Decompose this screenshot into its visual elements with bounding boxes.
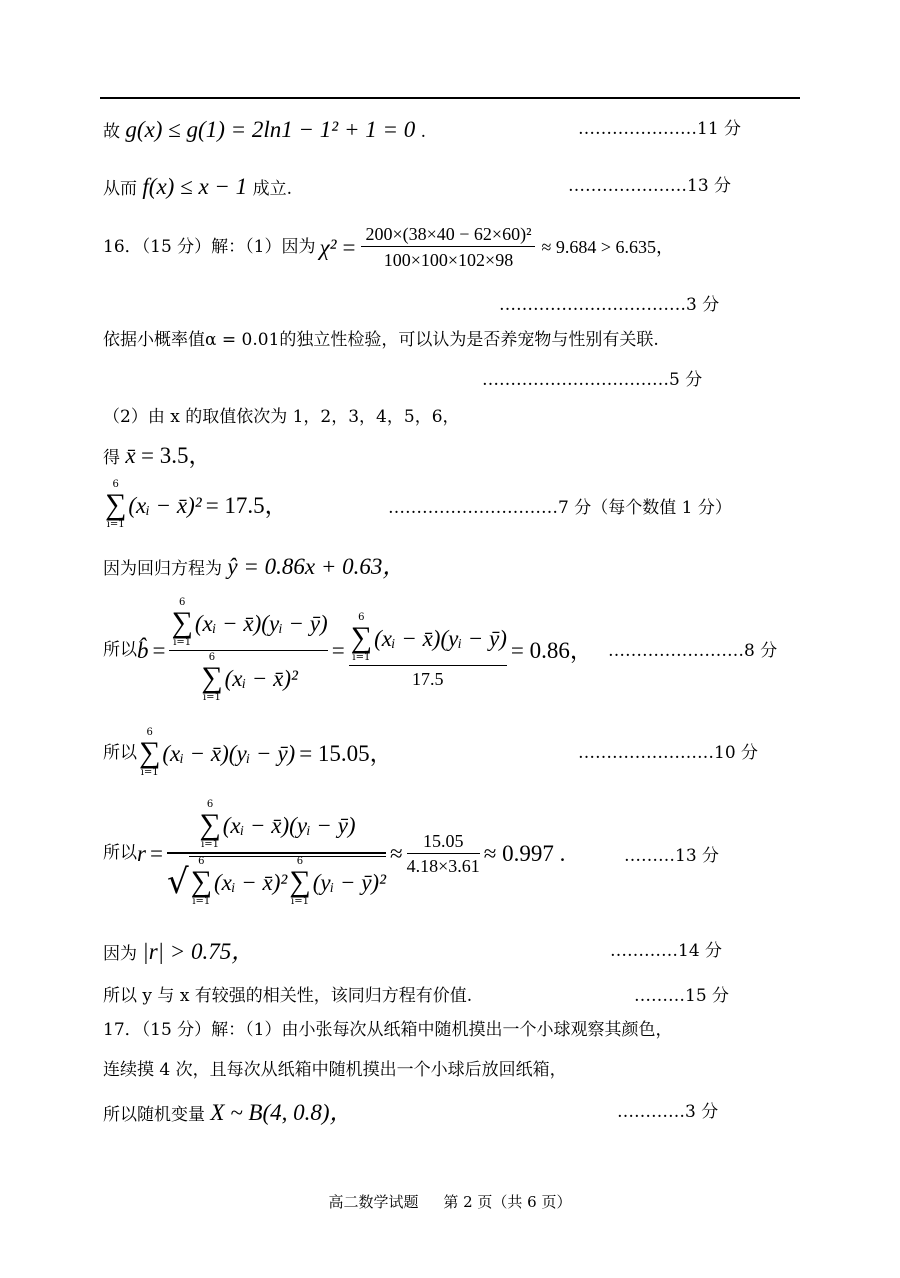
bhat-symbol: b̂ (137, 638, 149, 663)
sigma-symbol: ∑ (350, 621, 373, 654)
sum-upper: 6 (208, 652, 216, 663)
bhat-fraction-1 (169, 598, 327, 703)
sigma-symbol: ∑ (190, 865, 212, 898)
sigma-symbol: ∑ (139, 736, 161, 769)
line-part2: （2）由 x 的取值依次为 1，2，3，4，5，6， (103, 407, 460, 427)
chi-denominator: 100×100×102×98 (383, 250, 514, 270)
x-term: (xᵢ − x̄) (374, 625, 441, 651)
binomial-expression: X ~ B(4, 0.8)， (210, 1100, 353, 1125)
question-16-heading: 16．（15 分）解：（1）因为 (103, 236, 316, 257)
score-15: ………15 分 (634, 986, 730, 1006)
sum-lower: i=1 (173, 637, 192, 648)
sum-upper: 6 (198, 856, 205, 867)
summation (191, 857, 212, 907)
equals-sign: = (331, 638, 345, 663)
r-symbol: r (137, 841, 146, 866)
summation (289, 857, 310, 907)
sum-lower: i=1 (202, 692, 221, 703)
bhat-num2 (349, 613, 507, 665)
math-expression: g(x) ≤ g(1) = 2ln1 − 1² + 1 = 0 (125, 117, 416, 142)
bhat-num1 (169, 598, 327, 650)
bhat-den2: 17.5 (412, 669, 444, 689)
line-q17-2: 连续摸 4 次，且每次从纸箱中随机摸出一个小球后放回纸箱， (103, 1060, 567, 1080)
bhat-value: = 0.86， (510, 638, 593, 663)
score-3: ……………………………3 分 (499, 295, 720, 315)
header-rule (100, 97, 800, 99)
sqrt-symbol: √ (166, 861, 189, 902)
bhat-den1 (199, 651, 298, 703)
score-10: ……………………10 分 (578, 743, 759, 763)
score-13a: …………………13 分 (568, 176, 732, 196)
summation (171, 598, 192, 648)
score-5: ……………………………5 分 (482, 370, 703, 390)
footer-page-number: 第 2 页（共 6 页） (443, 1193, 572, 1211)
x-term: (xᵢ − x̄) (194, 610, 262, 636)
score-7: …………………………7 分（每个数值 1 分） (388, 498, 732, 518)
sigma-symbol: ∑ (289, 865, 311, 898)
sum-lower: i=1 (291, 896, 309, 907)
line-xbar (103, 444, 212, 467)
chi-numerator: 200×(38×40 − 62×60)² (365, 224, 532, 244)
sigma-symbol: ∑ (201, 661, 223, 694)
score-13b: ………13 分 (624, 846, 720, 866)
r-num2: 15.05 (422, 831, 464, 851)
r-den1 (167, 854, 386, 907)
line-q17-3 (103, 1101, 353, 1124)
x-sq-term: (xᵢ − x̄)² (224, 665, 298, 691)
line-bhat (103, 598, 593, 703)
text-end: . (420, 122, 427, 142)
radicand (189, 856, 386, 907)
text-prefix: 所以 (103, 640, 137, 660)
score-11: …………………11 分 (578, 119, 742, 139)
sum-upper: 6 (112, 479, 119, 490)
sigma-symbol: ∑ (105, 488, 127, 521)
r-den2: 4.18×3.61 (406, 856, 480, 876)
line-r: 所以 r = 6 ∑ i=1 (xᵢ − x̄) (yᵢ − ȳ) √ 6 ∑ i=1 (xᵢ − x̄)² 6 ∑ i=1 (yᵢ − ȳ)² ≈ $\frac{15.05}{4.18\times 3.61}$ ≈ 0.997 . (103, 799, 566, 907)
equals-sign: = (149, 841, 163, 866)
summation (201, 653, 222, 703)
text-prefix: 故 (103, 122, 120, 142)
summation (351, 613, 372, 663)
xbar-value: = 3.5， (141, 443, 212, 468)
math-expression: f(x) ≤ x − 1 (142, 174, 248, 199)
xbar-symbol: x̄ (125, 443, 136, 468)
line-sxy (103, 728, 393, 778)
y-term: (yᵢ − ȳ) (440, 625, 507, 651)
line-g-inequality (103, 118, 426, 141)
r-fraction-1 (167, 800, 386, 907)
abs-r-value: |r| > 0.75， (142, 939, 255, 964)
line-sum-squares (103, 480, 288, 530)
sum-upper: 6 (296, 856, 304, 867)
x-term: (xᵢ − x̄) (162, 740, 229, 766)
y-term: (yᵢ − ȳ) (228, 740, 296, 766)
sum-value: = 17.5， (205, 492, 288, 518)
sum-upper: 6 (358, 612, 365, 623)
y-sq-term: (yᵢ − ȳ)² (312, 869, 386, 895)
y-term: (yᵢ − ȳ) (289, 812, 356, 838)
y-term: (yᵢ − ȳ) (261, 610, 328, 636)
r-value: ≈ 0.997 . (483, 841, 566, 866)
summation (139, 728, 160, 778)
sum-lower: i=1 (192, 896, 211, 907)
sum-term: (xᵢ − x̄)² (128, 492, 202, 518)
sigma-symbol: ∑ (199, 808, 221, 841)
sum-lower: i=1 (352, 652, 371, 663)
regression-equation: ŷ = 0.86x + 0.63， (227, 554, 406, 579)
text-suffix: 成立. (252, 179, 292, 199)
r-fraction-2 (407, 832, 480, 875)
sxy-value: = 15.05， (299, 740, 393, 766)
sum-lower: i=1 (140, 767, 159, 778)
line-chi-square (103, 225, 674, 269)
line-regression (103, 555, 405, 578)
sum-upper: 6 (146, 727, 153, 738)
page-footer (0, 1191, 900, 1212)
text-prefix: 得 (103, 448, 120, 468)
text-prefix: 因为 (103, 944, 137, 964)
sum-lower: i=1 (106, 519, 125, 530)
chi-result: ≈ 9.684 > 6.635， (541, 237, 675, 257)
x-sq-term: (xᵢ − x̄)² (214, 869, 288, 895)
score-14: …………14 分 (610, 941, 723, 961)
bhat-fraction-2 (349, 613, 507, 688)
line-abs-r (103, 940, 254, 963)
line-q17-1: 17．（15 分）解：（1）由小张每次从纸箱中随机摸出一个小球观察其颜色， (103, 1020, 673, 1040)
line-correlation: 所以 y 与 x 有较强的相关性，该同归方程有价值. (103, 986, 473, 1006)
score-3b: …………3 分 (617, 1102, 719, 1122)
x-term: (xᵢ − x̄) (222, 812, 290, 838)
summation (105, 480, 126, 530)
equals-sign: = (152, 638, 166, 663)
text-prefix: 因为回归方程为 (103, 559, 222, 579)
text-prefix: 从而 (103, 179, 137, 199)
footer-title: 高二数学试题 (328, 1193, 419, 1211)
sum-lower: i=1 (201, 839, 220, 850)
summation (199, 800, 220, 850)
sigma-symbol: ∑ (171, 606, 193, 639)
line-f-inequality (103, 175, 292, 198)
text-prefix: 所以 (103, 843, 137, 863)
chi-symbol: χ² (319, 234, 337, 260)
line-alpha: 依据小概率值α = 0.01的独立性检验，可以认为是否养宠物与性别有关联. (103, 330, 659, 350)
score-8: ……………………8 分 (608, 641, 778, 661)
text-prefix: 所以 (103, 742, 137, 763)
r-num1 (197, 800, 355, 852)
sum-upper: 6 (178, 597, 186, 608)
equals-sign: = (342, 234, 356, 260)
text-prefix: 所以随机变量 (103, 1105, 205, 1125)
sum-upper: 6 (206, 799, 214, 810)
chi-fraction (361, 225, 535, 269)
